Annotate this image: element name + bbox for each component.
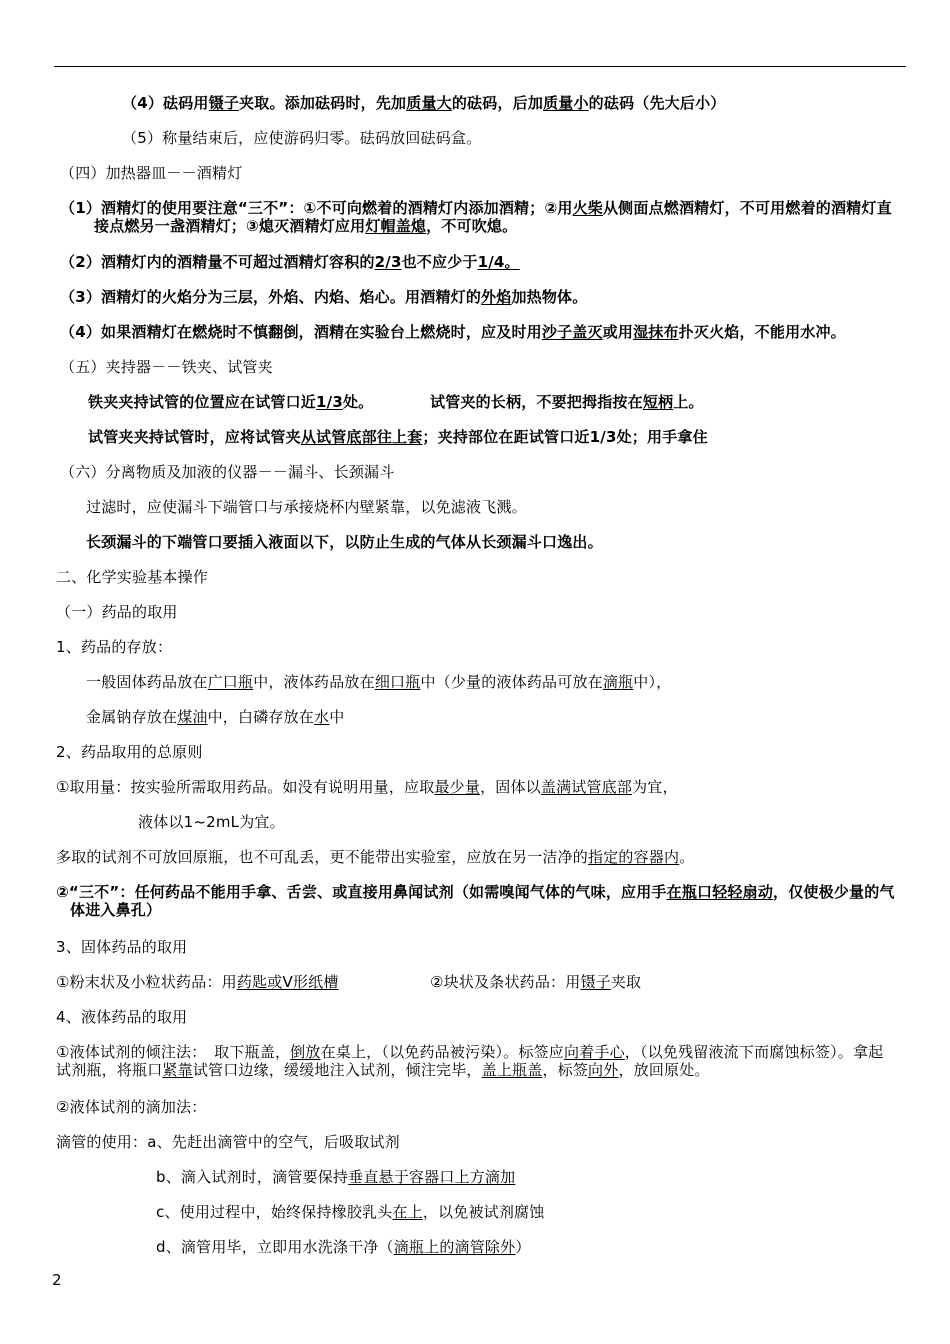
text-segment: 中: [329, 708, 345, 726]
text-segment: 中（少量的液体药品可放在: [420, 673, 603, 691]
text-segment: 夹取: [610, 973, 642, 991]
underlined-term: 2/3: [374, 253, 402, 271]
text-segment: 金属钠存放在: [86, 708, 178, 726]
text-segment: ，固体以: [480, 778, 541, 796]
text-segment: ②液体试剂的滴加法：: [56, 1098, 207, 1116]
underlined-term: 盖上瓶盖: [481, 1061, 543, 1079]
text-segment: 试管口边缘，缓缓地注入试剂，倾注完毕，: [192, 1061, 482, 1079]
underlined-term: 湿抹布: [633, 323, 679, 341]
text-line: [56, 603, 178, 621]
text-segment: 中，白磷存放在: [207, 708, 315, 726]
text-line: [56, 883, 896, 919]
text-line: [56, 938, 187, 956]
text-line: [86, 708, 344, 726]
text-segment: 中，液体药品放在: [253, 673, 375, 691]
underlined-term: 盖满试管底部: [540, 778, 633, 796]
text-segment: ②“三不”：任何药品不能用手拿、舌尝、或直接用鼻闻试剂（如需嗅闻气体的气味，应用手: [56, 883, 667, 901]
text-line: [156, 1238, 531, 1256]
text-segment: 的砝码，后加: [451, 94, 544, 112]
text-segment: ）: [515, 1238, 531, 1256]
text-line: [56, 778, 678, 796]
underlined-term: 向外: [588, 1061, 619, 1079]
underlined-term: 广口瓶: [207, 673, 254, 691]
text-line: [86, 673, 671, 691]
underlined-term: 倒放: [290, 1043, 321, 1061]
text-segment: 2、药品取用的总原则: [56, 743, 203, 761]
text-line: [56, 848, 694, 866]
underlined-term: 滴瓶上的滴管除外: [393, 1238, 516, 1256]
text-segment: 过滤时，应使漏斗下端管口与承接烧杯内壁紧靠，以免滤液飞溅。: [86, 498, 527, 516]
text-segment: 中），: [633, 673, 672, 691]
text-line: [60, 288, 587, 306]
text-segment: 试管夹的长柄，不要把拇指按在: [430, 393, 643, 411]
text-line: [56, 638, 172, 656]
text-line: [56, 568, 208, 586]
text-segment: ，以免被试剂腐蚀: [422, 1203, 545, 1221]
text-segment: （1）酒精灯的使用要注意“三不”：①不可向燃着的酒精灯内添加酒精；②用: [60, 199, 573, 217]
text-segment: 4、液体药品的取用: [56, 1008, 188, 1026]
text-segment: ，放回原处。: [618, 1061, 710, 1079]
text-segment: ，（以免残留液流下而腐蚀标签）。拿起试剂瓶，将瓶口: [56, 1043, 884, 1079]
text-segment: （六）分离物质及加液的仪器－－漏斗、长颈漏斗: [60, 463, 395, 481]
text-segment: 。: [679, 848, 695, 866]
text-segment: 为宜，: [632, 778, 678, 796]
text-segment: （2）酒精灯内的酒精量不可超过酒精灯容积的: [60, 253, 375, 271]
text-segment: 处。: [342, 393, 374, 411]
underlined-term: 滴瓶: [602, 673, 634, 691]
page-number: 2: [52, 1271, 62, 1289]
underlined-term: 向着手心: [563, 1043, 625, 1061]
text-segment: （一）药品的取用: [56, 603, 178, 621]
text-line: [56, 1133, 400, 1151]
text-line: [60, 253, 520, 271]
text-segment: ②块状及条状药品：用: [430, 973, 581, 991]
underlined-term: 指定的容器内: [588, 848, 680, 866]
underlined-term: 煤油: [177, 708, 208, 726]
text-segment: 或用: [602, 323, 634, 341]
underlined-term: 紧靠: [162, 1061, 193, 1079]
text-line: [60, 164, 242, 182]
underlined-term: 外焰: [481, 288, 512, 306]
underlined-term: 灯帽盖熄: [365, 217, 427, 235]
underlined-term: 沙子盖灭: [541, 323, 603, 341]
text-segment: （4）砝码用: [122, 94, 209, 112]
text-segment: 滴管的使用：a、先赶出滴管中的空气，后吸取试剂: [56, 1133, 400, 1151]
text-line: [56, 973, 339, 991]
text-segment: ；夹持部位在距试管口近1/3处；用手拿住: [422, 428, 708, 446]
text-line: [122, 129, 481, 147]
text-segment: 的砝码（先大后小）: [588, 94, 726, 112]
text-line: [156, 1168, 515, 1186]
text-segment: （五）夹持器－－铁夹、试管夹: [60, 358, 273, 376]
text-line: [56, 1008, 187, 1026]
text-line: [430, 393, 704, 411]
header-rule: [54, 66, 906, 67]
text-segment: 液体以1~2mL为宜。: [138, 813, 285, 831]
underlined-term: 镊子: [580, 973, 611, 991]
underlined-term: 质量大: [406, 94, 452, 112]
text-line: [88, 393, 373, 411]
text-segment: 铁夹夹持试管的位置应在试管口近: [88, 393, 317, 411]
text-segment: （5）称量结束后，应使游码归零。砝码放回砝码盒。: [122, 129, 482, 147]
text-line: [88, 428, 708, 446]
text-segment: 试管夹夹持试管时，应将试管夹: [88, 428, 301, 446]
text-segment: ，标签: [542, 1061, 589, 1079]
text-segment: 从侧面点燃酒精灯，不可用燃着的酒精灯直接点燃另一盏酒精灯；③熄灭酒精灯应用: [94, 199, 892, 235]
text-segment: 扑灭火焰，不能用水冲。: [678, 323, 846, 341]
text-segment: 也不应少于: [401, 253, 478, 271]
text-segment: （四）加热器皿－－酒精灯: [60, 164, 243, 182]
underlined-term: 药匙或V形纸槽: [236, 973, 339, 991]
underlined-term: 从试管底部往上套: [300, 428, 423, 446]
underlined-term: 1/3: [316, 393, 343, 411]
text-segment: ，不可吹熄。: [426, 217, 518, 235]
text-segment: 一般固体药品放在: [86, 673, 208, 691]
text-segment: 加热物体。: [511, 288, 588, 306]
text-segment: b、滴入试剂时，滴管要保持: [156, 1168, 349, 1186]
underlined-term: 质量小: [543, 94, 589, 112]
text-segment: 上。: [673, 393, 704, 411]
text-line: [60, 463, 394, 481]
text-segment: 在桌上，（以免药品被污染）。标签应: [320, 1043, 564, 1061]
text-line: [60, 358, 273, 376]
text-line: [56, 743, 203, 761]
text-segment: 多取的试剂不可放回原瓶，也不可乱丢，更不能带出实验室，应放在另一洁净的: [56, 848, 589, 866]
text-segment: ，仅使极少量的气体进入鼻孔）: [70, 883, 895, 919]
text-segment: 长颈漏斗的下端管口要插入液面以下，以防止生成的气体从长颈漏斗口逸出。: [86, 533, 603, 551]
underlined-term: 在上: [392, 1203, 423, 1221]
text-segment: 二、化学实验基本操作: [56, 568, 209, 586]
text-line: [156, 1203, 544, 1221]
text-line: [430, 973, 641, 991]
underlined-term: 水: [314, 708, 330, 726]
underlined-term: 1/4。: [477, 253, 520, 271]
text-segment: （4）如果酒精灯在燃烧时不慎翻倒，酒精在实验台上燃烧时，应及时用: [60, 323, 542, 341]
underlined-term: 细口瓶: [374, 673, 421, 691]
text-segment: （3）酒精灯的火焰分为三层，外焰、内焰、焰心。用酒精灯的: [60, 288, 482, 306]
underlined-term: 垂直悬于容器口上方滴加: [348, 1168, 516, 1186]
text-segment: 1、药品的存放：: [56, 638, 173, 656]
text-line: [56, 1043, 896, 1079]
text-line: [122, 94, 725, 112]
text-line: [60, 199, 906, 235]
underlined-term: 镊子: [208, 94, 240, 112]
text-line: [138, 813, 285, 831]
text-segment: ①取用量：按实验所需取用药品。如没有说明用量，应取: [56, 778, 435, 796]
text-line: [86, 533, 603, 551]
text-segment: c、使用过程中，始终保持橡胶乳头: [156, 1203, 393, 1221]
text-segment: 夹取。添加砝码时，先加: [239, 94, 407, 112]
underlined-term: 最少量: [434, 778, 481, 796]
text-segment: 3、固体药品的取用: [56, 938, 188, 956]
underlined-term: 在瓶口轻轻扇动: [666, 883, 774, 901]
text-line: [60, 323, 846, 341]
underlined-term: 火柴: [572, 199, 603, 217]
text-line: [56, 1098, 206, 1116]
text-segment: ①粉末状及小粒状药品：用: [56, 973, 237, 991]
underlined-term: 短柄: [642, 393, 674, 411]
text-line: [86, 498, 527, 516]
text-segment: ①液体试剂的倾注法： 取下瓶盖，: [56, 1043, 291, 1061]
text-segment: d、滴管用毕，立即用水洗涤干净（: [156, 1238, 394, 1256]
